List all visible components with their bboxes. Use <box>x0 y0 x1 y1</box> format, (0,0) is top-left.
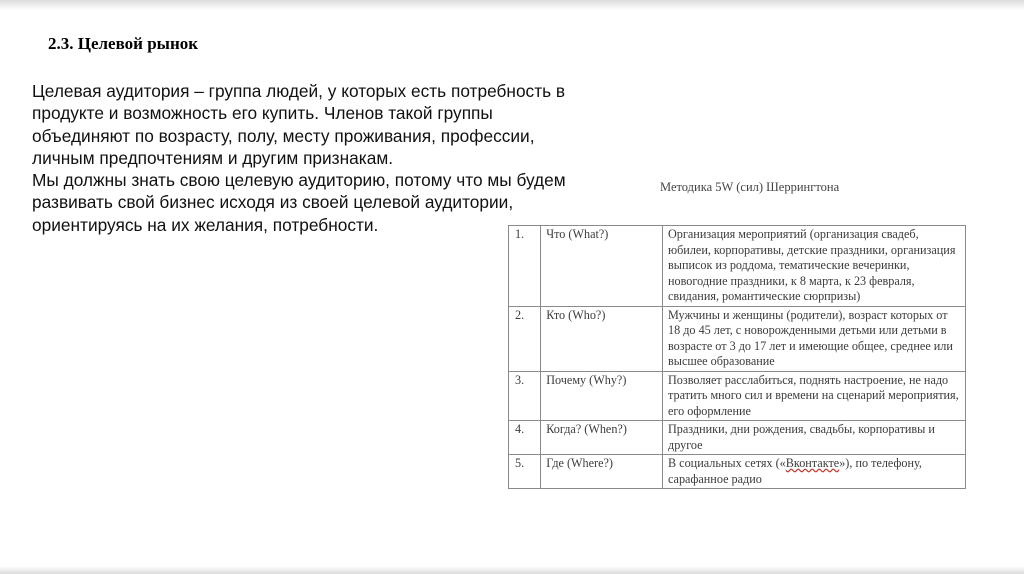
row-question: Почему (Why?) <box>541 371 663 421</box>
table-row <box>509 226 966 307</box>
bottom-shadow <box>0 566 1024 574</box>
method-5w-table <box>508 225 966 489</box>
table-caption: Методика 5W (сил) Шеррингтона <box>660 180 840 194</box>
section-heading: 2.3. Целевой рынок <box>48 34 199 53</box>
top-shadow <box>0 0 1024 10</box>
paragraph-line: развивать свой бизнес исходя из своей целевой аудитории, <box>32 192 514 213</box>
row-number: 2. <box>509 306 541 371</box>
table-row <box>509 371 966 421</box>
body-paragraph <box>32 80 592 236</box>
row-question: Кто (Who?) <box>541 306 663 371</box>
paragraph-line: объединяют по возрасту, полу, месту проживания, профессии, <box>32 125 535 146</box>
paragraph-line: Мы должны знать свою целевую аудиторию, потому что мы будем <box>32 170 566 191</box>
row-answer: Праздники, дни рождения, свадьбы, корпоративы и другое <box>663 421 966 455</box>
answer-text-after: »), по телефону, сарафанное радио <box>668 456 922 486</box>
table-row <box>509 421 966 455</box>
answer-text-before: В социальных сетях (« <box>668 456 786 470</box>
row-number: 1. <box>509 226 541 307</box>
paragraph-line: ориентируясь на их желания, потребности. <box>32 214 379 235</box>
row-question: Где (Where?) <box>541 455 663 489</box>
row-answer <box>663 455 966 489</box>
row-number: 4. <box>509 421 541 455</box>
row-question: Что (What?) <box>541 226 663 307</box>
row-question: Когда? (When?) <box>541 421 663 455</box>
paragraph-line: Целевая аудитория – группа людей, у которых есть потребность в <box>32 81 566 101</box>
row-answer: Позволяет расслабиться, поднять настроение, не надо тратить много сил и времени на сценарий мероприятия, его оформление <box>663 371 966 421</box>
row-number: 5. <box>509 455 541 489</box>
vkontakte-mention: Вконтакте <box>785 456 840 470</box>
row-number: 3. <box>509 371 541 421</box>
table-row <box>509 455 966 489</box>
table-row <box>509 306 966 371</box>
row-answer: Мужчины и женщины (родители), возраст которых от 18 до 45 лет, с новорожденными детьми или детьми в возрасте от 3 до 17 лет и имеющие общее, среднее или высшее образование <box>663 306 966 371</box>
paragraph-line: продукте и возможность его купить. Членов такой группы <box>32 103 493 124</box>
row-answer: Организация мероприятий (организация свадеб, юбилеи, корпоративы, детские праздники, организация выписок из роддома, тематические вечеринки, новогодние праздники, к 8 марта, к 23 февраля, свидания, романтические сюрпризы) <box>663 226 966 307</box>
paragraph-line: личным предпочтениям и другим признакам. <box>32 147 393 168</box>
